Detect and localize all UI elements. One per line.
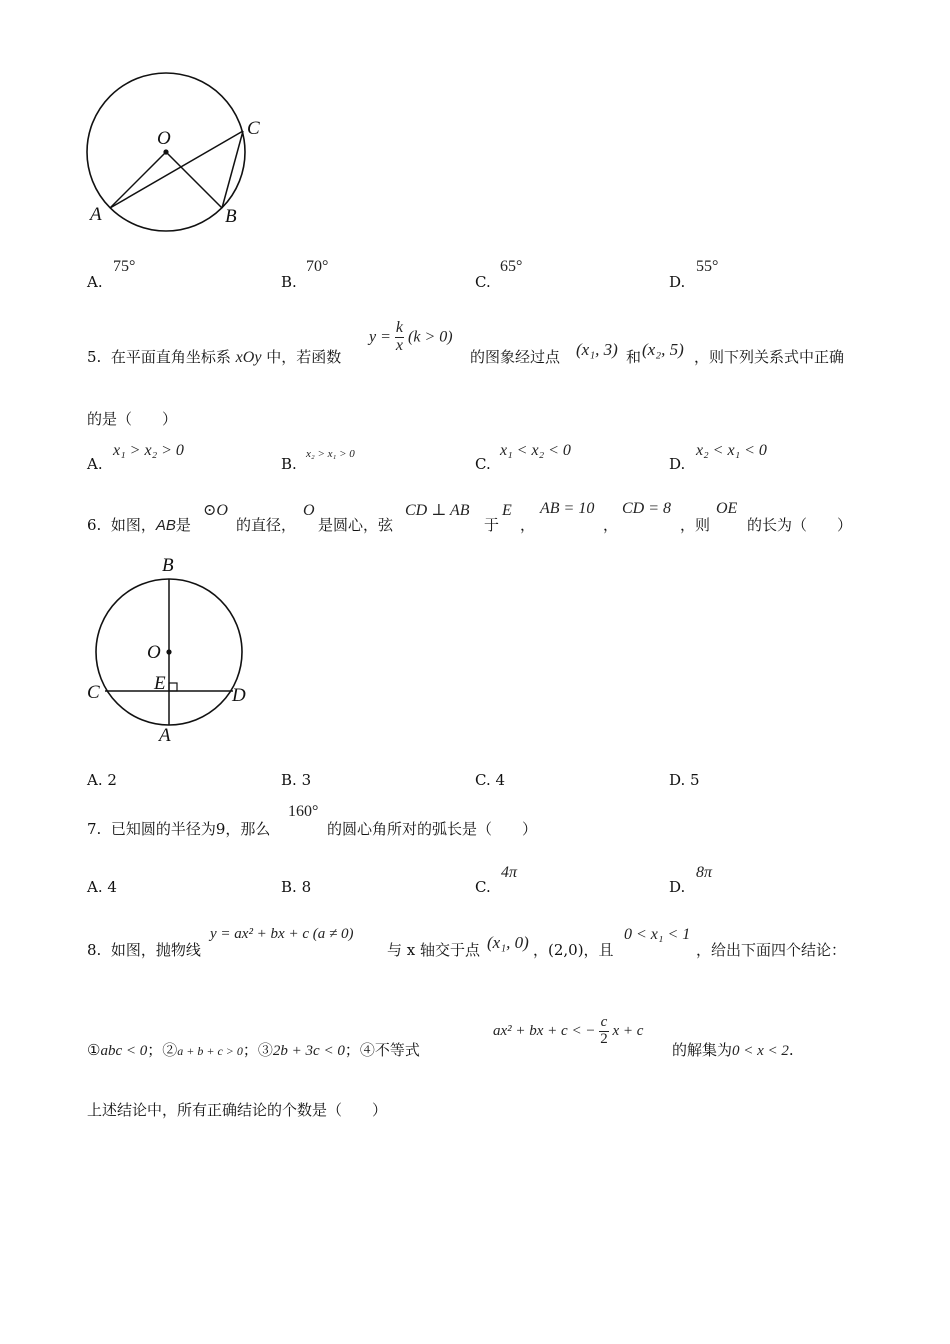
q4-label-c: C	[247, 118, 260, 139]
q6-right-angle-mark	[169, 683, 177, 691]
q4-label-a: A	[90, 204, 102, 225]
q8-conclusions	[87, 1039, 420, 1060]
q5-text-6: 的是（ ）	[87, 410, 178, 428]
q8-c4-num: c	[600, 1014, 608, 1030]
q6-text-1: 如图，	[110, 516, 156, 534]
q8-c4-text	[672, 1039, 794, 1060]
q7-stem	[87, 818, 270, 839]
q4-option-d-value: 55°	[696, 258, 719, 275]
q6-perp: CD ⊥ AB	[405, 502, 470, 519]
q6-text-4: 是圆心，弦	[318, 516, 394, 534]
q6-cd-eq: CD = 8	[622, 500, 672, 517]
q8-point-2: ，(2,0)，且	[533, 941, 614, 959]
q8-text-1: 如图，抛物线	[110, 941, 201, 959]
q5-func-lhs: y =	[369, 328, 391, 346]
q8-sep-3: ；	[344, 1041, 360, 1059]
q7-text-2: 的圆心角所对的弧长是（ ）	[327, 820, 538, 838]
q4-label-o: O	[157, 128, 171, 149]
q6-ab-eq: AB = 10	[540, 500, 595, 517]
q5-func-den: x	[395, 336, 404, 354]
q8-c4-inequality	[493, 1015, 643, 1048]
q6-label-e: E	[154, 673, 166, 694]
q6-text-5: 于	[484, 516, 500, 534]
q6-option-a[interactable]: A. 2	[87, 771, 117, 789]
q7-option-a[interactable]: A. 4	[87, 878, 117, 896]
q5-option-d-value: x₂ < x₁ < 0	[696, 442, 767, 459]
q6-text-9: 的长为（ ）	[747, 516, 853, 534]
q7-option-c-value: 4π	[501, 864, 518, 881]
q4-option-d[interactable]: D.	[669, 273, 686, 291]
q6-center-dot	[166, 649, 171, 654]
q5-option-b[interactable]: B.	[281, 455, 297, 473]
q4-label-b: B	[225, 206, 237, 227]
q8-parabola: y = ax² + bx + c (a ≠ 0)	[210, 926, 354, 942]
q8-c4-end: .	[788, 1041, 794, 1059]
q6-ab: AB	[155, 517, 176, 534]
q8-number: 8.	[87, 941, 102, 959]
q7-option-d[interactable]: D.	[669, 878, 686, 896]
q5-option-d[interactable]: D.	[669, 455, 686, 473]
q5-text-1: 在平面直角坐标系	[110, 348, 231, 366]
q5-point-2: (x₂, 5)	[642, 340, 684, 359]
q6-oe: OE	[716, 500, 738, 517]
q8-c4-rhs: x + c	[612, 1022, 644, 1039]
q5-option-a[interactable]: A.	[87, 455, 103, 473]
q8-c3: 2b + 3c < 0	[272, 1043, 345, 1059]
q4-option-a-value: 75°	[113, 258, 136, 275]
q8-text-3: ，给出下面四个结论：	[696, 941, 847, 959]
q6-option-d[interactable]: D. 5	[669, 771, 700, 789]
q6-text-8: ，则	[680, 516, 711, 534]
q6-o: O	[303, 502, 315, 519]
q6-text-7: ，	[603, 516, 619, 534]
q8-c4-den: 2	[600, 1030, 608, 1047]
q5-text-3: 的图象经过点	[470, 348, 561, 366]
q7-option-b[interactable]: B. 8	[281, 878, 312, 896]
q5-text-4: 和	[626, 348, 642, 366]
q8-sep-1: ；	[147, 1041, 163, 1059]
q5-text-5: ，则下列关系式中正确	[694, 348, 845, 366]
q8-c2: a + b + c > 0	[177, 1044, 243, 1058]
q5-option-c[interactable]: C.	[475, 455, 491, 473]
q7-text-1: 已知圆的半径为9，那么	[110, 820, 271, 838]
q6-option-b[interactable]: B. 3	[281, 771, 312, 789]
q6-option-c[interactable]: C. 4	[475, 771, 506, 789]
q6-text-2: 是	[175, 516, 191, 534]
q5-number: 5.	[87, 348, 102, 366]
q7-option-d-value: 8π	[696, 864, 713, 881]
q5-text-2: 中，若函数	[266, 348, 342, 366]
q8-text-2: 与 x 轴交于点	[387, 941, 480, 959]
q4-option-a[interactable]: A.	[87, 273, 103, 291]
q4-option-b-value: 70°	[306, 258, 329, 275]
q8-c1: abc < 0	[100, 1043, 148, 1059]
q6-label-c: C	[87, 682, 100, 703]
q8-c1-mark: ①	[87, 1041, 101, 1059]
q8-c4-label: 的解集为	[672, 1041, 733, 1059]
q5-option-c-value: x₁ < x₂ < 0	[500, 442, 571, 459]
q8-point-1: (x₁, 0)	[487, 933, 529, 952]
q5-func-cond: (k > 0)	[408, 328, 453, 346]
q4-option-c-value: 65°	[500, 258, 523, 275]
q6-label-d: D	[232, 685, 246, 706]
q7-angle: 160°	[288, 803, 319, 820]
q5-func-num: k	[395, 319, 404, 336]
q7-number: 7.	[87, 820, 102, 838]
q6-label-b: B	[162, 555, 174, 576]
q8-c4-mark: ④不等式	[359, 1041, 420, 1059]
q5-option-b-value: x₂ > x₁ > 0	[306, 448, 355, 460]
q6-e: E	[502, 502, 512, 519]
q6-number: 6.	[87, 516, 102, 534]
q8-cond: 0 < x₁ < 1	[624, 926, 691, 943]
q8-c2-mark: ②	[162, 1041, 178, 1059]
q7-option-c[interactable]: C.	[475, 878, 491, 896]
q6-text-6: ，	[520, 516, 536, 534]
q5-option-a-value: x₁ > x₂ > 0	[113, 442, 184, 459]
q8-c4-sol: 0 < x < 2	[732, 1043, 789, 1059]
q6-label-o: O	[147, 642, 161, 663]
q8-sep-2: ；	[242, 1041, 258, 1059]
q8-stem-1	[87, 939, 201, 960]
q6-label-a: A	[159, 725, 171, 746]
q8-c4-lhs: ax² + bx + c < −	[493, 1022, 596, 1039]
q4-option-b[interactable]: B.	[281, 273, 297, 291]
q5-point-1: (x₁, 3)	[576, 340, 618, 359]
q8-last-line: 上述结论中，所有正确结论的个数是（ ）	[87, 1101, 388, 1119]
q4-option-c[interactable]: C.	[475, 273, 491, 291]
q8-c4-fraction	[599, 1015, 609, 1048]
q8-c3-mark: ③	[257, 1041, 273, 1059]
q5-coord-system: xOy	[235, 349, 262, 366]
q6-text-3: 的直径，	[236, 516, 297, 534]
q6-circle-o: ⊙O	[203, 502, 228, 519]
